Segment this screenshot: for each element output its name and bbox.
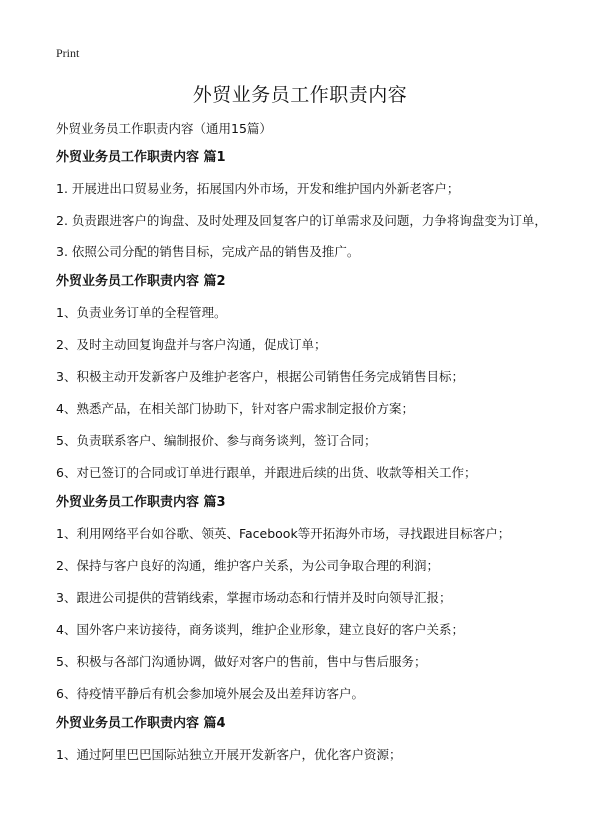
list-item: 4、熟悉产品，在相关部门协助下，针对客户需求制定报价方案； <box>56 401 414 416</box>
section-heading: 外贸业务员工作职责内容 篇3 <box>56 495 226 510</box>
list-item: 2. 负责跟进客户的询盘、及时处理及回复客户的订单需求及问题，力争将询盘变为订单， <box>56 213 547 228</box>
list-item: 5、积极与各部门沟通协调，做好对客户的售前，售中与售后服务； <box>56 654 427 669</box>
section-4 <box>56 715 556 763</box>
list-item: 6、待疫情平静后有机会参加境外展会及出差拜访客户。 <box>56 686 364 701</box>
section-1 <box>56 149 556 260</box>
list-item: 1、负责业务订单的全程管理。 <box>56 305 227 320</box>
list-item: 1、通过阿里巴巴国际站独立开展开发新客户，优化客户资源； <box>56 747 402 762</box>
print-link[interactable]: Print <box>56 46 80 60</box>
list-item: 3. 依照公司分配的销售目标，完成产品的销售及推广。 <box>56 244 360 259</box>
page-title: 外贸业务员工作职责内容 <box>192 84 408 106</box>
list-item: 4、国外客户来访接待，商务谈判，维护企业形象，建立良好的客户关系； <box>56 622 464 637</box>
section-2 <box>56 273 556 481</box>
list-item: 3、积极主动开发新客户及维护老客户，根据公司销售任务完成销售目标； <box>56 369 464 384</box>
section-heading: 外贸业务员工作职责内容 篇4 <box>56 716 226 731</box>
section-heading: 外贸业务员工作职责内容 篇1 <box>56 150 226 165</box>
list-item: 2、保持与客户良好的沟通，维护客户关系，为公司争取合理的利润； <box>56 558 439 573</box>
list-item: 5、负责联系客户、编制报价、参与商务谈判，签订合同； <box>56 433 377 448</box>
section-3 <box>56 494 556 702</box>
list-item: 6、对已签订的合同或订单进行跟单，并跟进后续的出货、收款等相关工作； <box>56 465 477 480</box>
list-item: 1. 开展进出口贸易业务，拓展国内外市场，开发和维护国内外新老客户； <box>56 181 460 196</box>
list-item: 3、跟进公司提供的营销线索，掌握市场动态和行情并及时向领导汇报； <box>56 590 452 605</box>
section-heading: 外贸业务员工作职责内容 篇2 <box>56 274 226 289</box>
list-item: 2、及时主动回复询盘并与客户沟通，促成订单； <box>56 337 327 352</box>
document-body <box>56 120 556 778</box>
document-subtitle: 外贸业务员工作职责内容（通用15篇） <box>56 121 272 136</box>
list-item: 1、利用网络平台如谷歌、领英、Facebook等开拓海外市场，寻找跟进目标客户； <box>56 526 511 541</box>
